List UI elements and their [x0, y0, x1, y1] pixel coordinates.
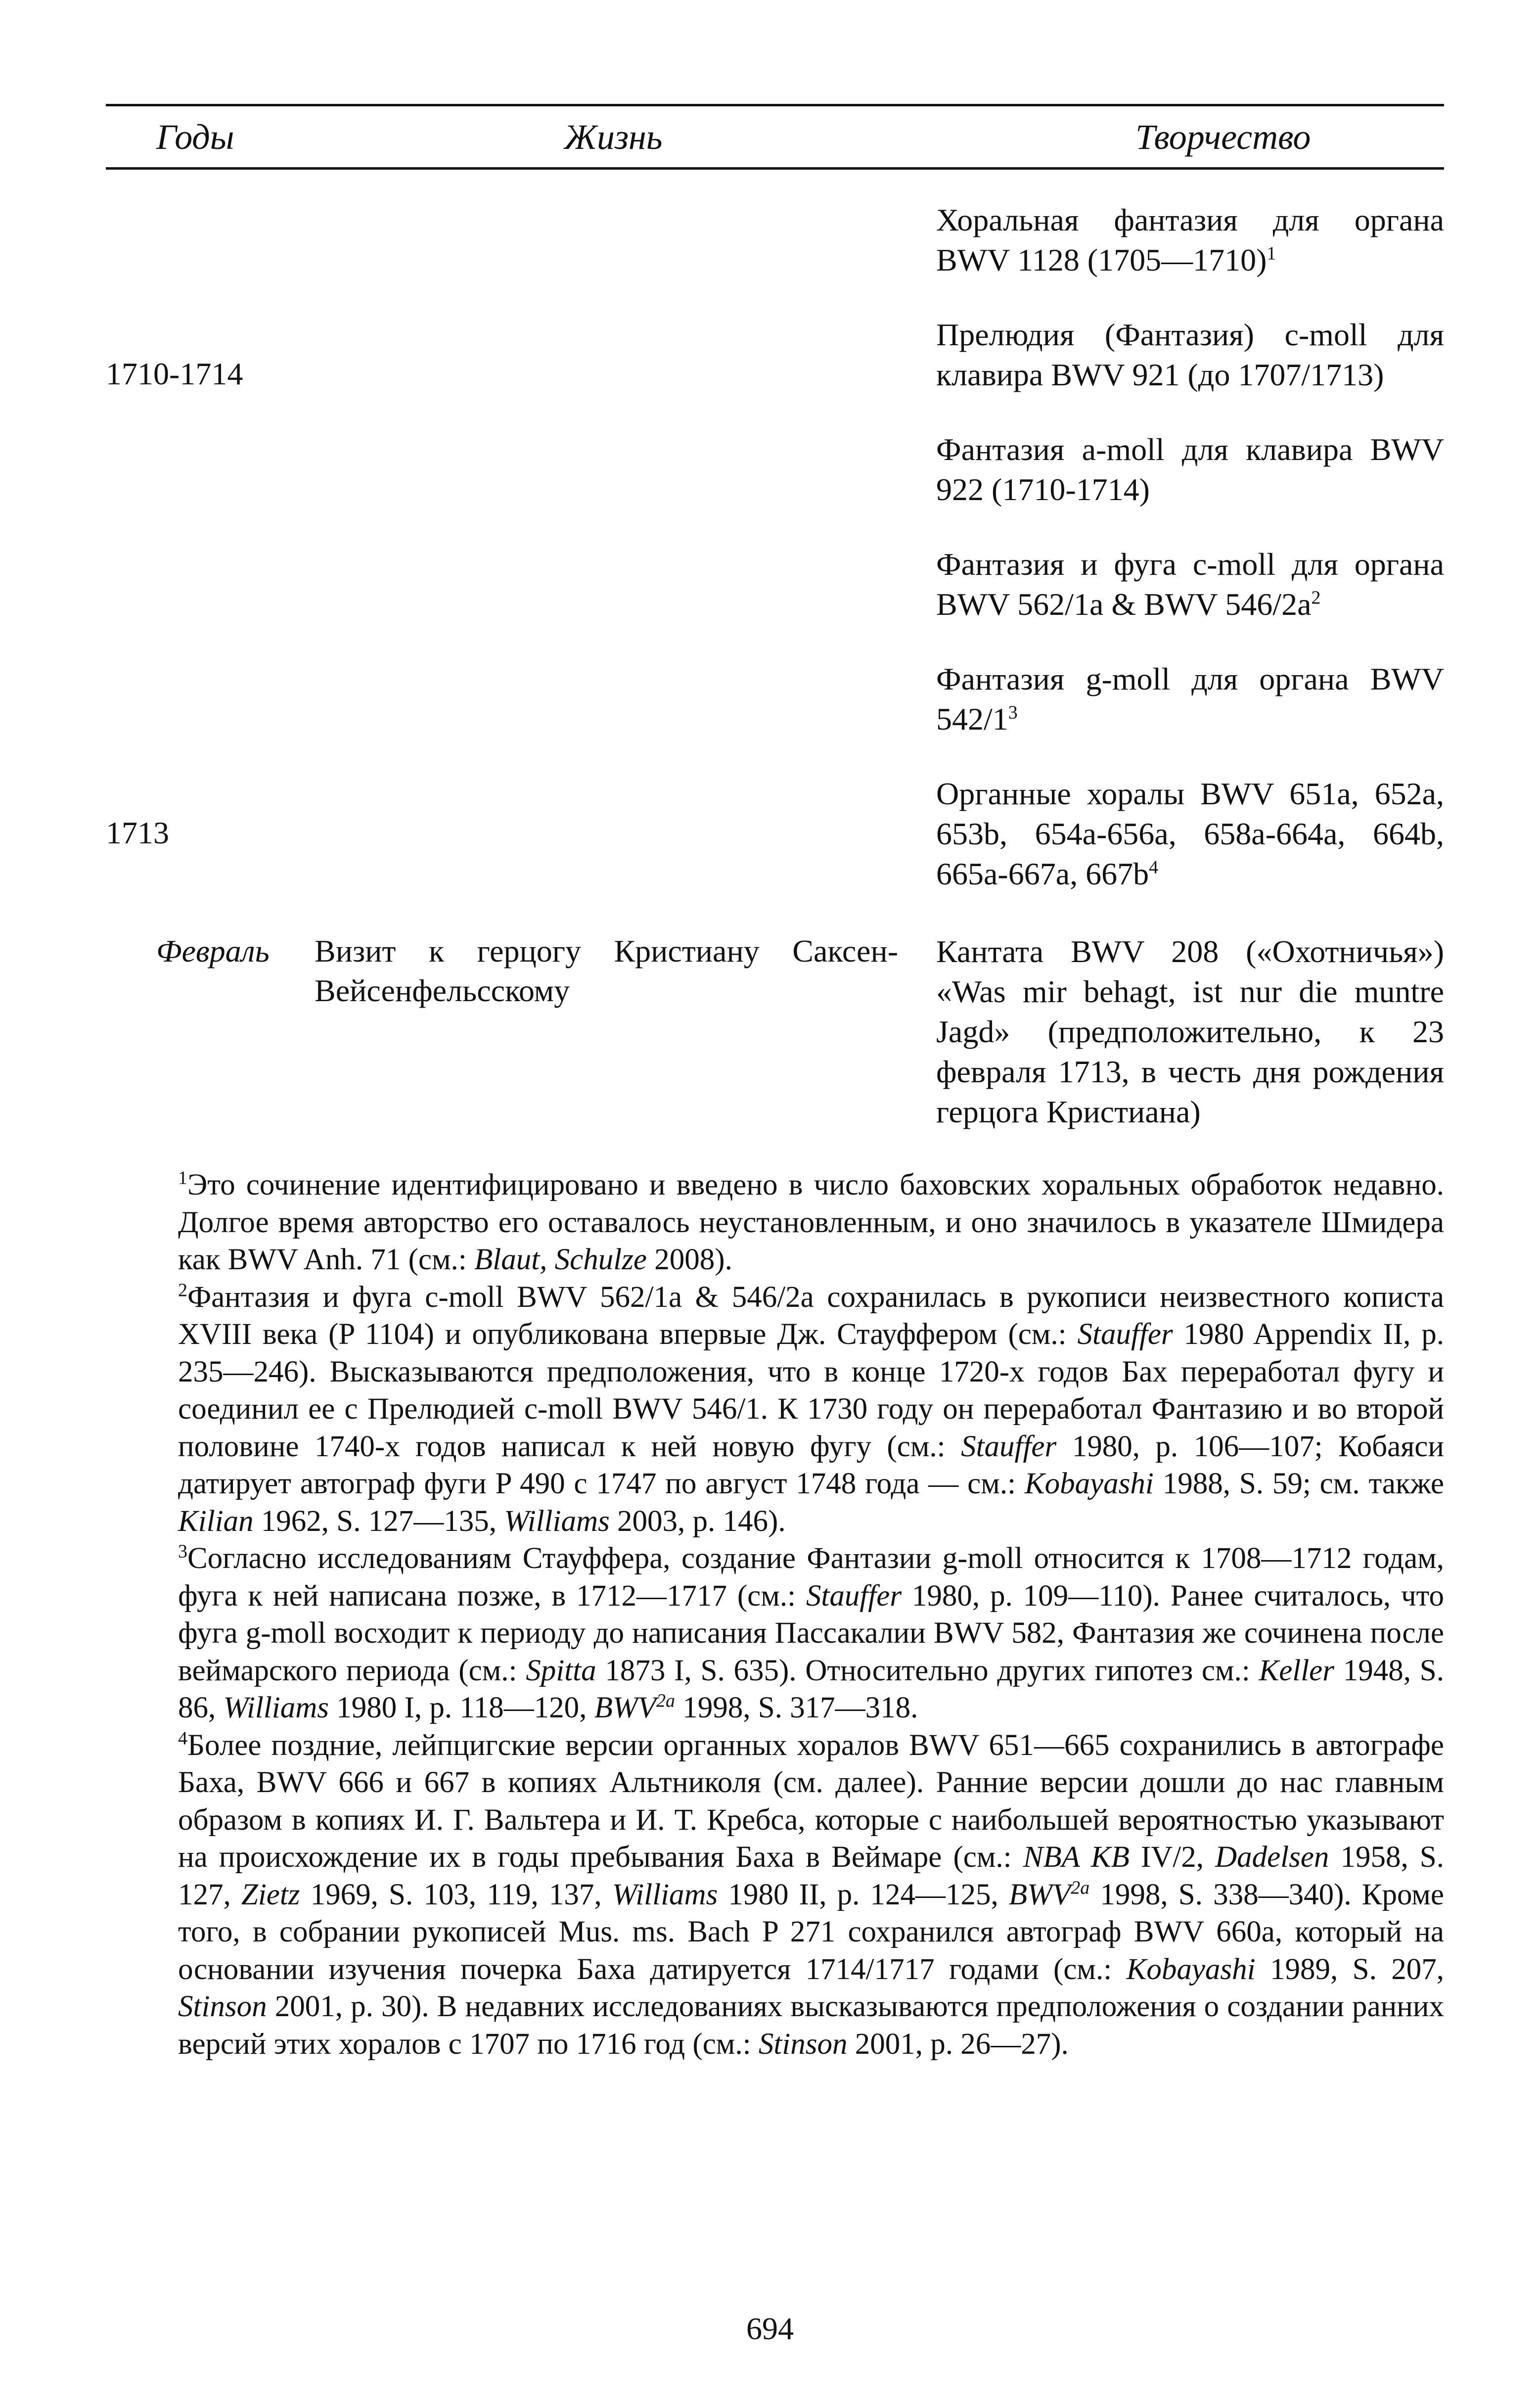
- footnotes: [178, 1166, 1444, 2063]
- work-entry: Фантазия a-moll для клавира BWV 922 (1710-1714): [936, 432, 1444, 507]
- table-top-rule: [106, 104, 1444, 106]
- header-life: Жизнь: [564, 117, 663, 157]
- header-years: Годы: [156, 117, 234, 157]
- work-entry: Органные хоралы BWV 651a, 652a, 653b, 654a-656a, 658a-664a, 664b, 665a-667a, $667b^4$: [936, 776, 1444, 891]
- page-number: 694: [746, 2311, 794, 2346]
- footnote-4: $^4$Более поздние, лейпцигские версии органных хоралов BWV 651—665 сохранились в автографе Баха, BWV 666 и 667 в копиях Альтниколя (см. далее). Ранние версии дошли до нас главным образом в копиях И. Г. Вальтера и И. Т. Кребса, которые с наибольшей вероятностью указывают на происхождение их в годы пребывания Баха в Веймаре (см.: NBA KB IV/2, Dadelsen 1958, S. 127, Zietz 1969, S. 103, 119, 137, Williams 1980 II, p. 124—125, $BWV^{2a}$ 1998, S. 338—340). Кроме того, в собрании рукописей Mus. ms. Bach P 271 сохранился автограф BWV 660a, который на основании изучения почерка Баха датируется 1714/1717 годами (см.: Kobayashi 1989, S. 207, Stinson 2001, p. 30). В недавних исследованиях высказываются предположения о создании ранних версий этих хоралов с 1707 по 1716 год (см.: Stinson 2001, p. 26—27).: [178, 1728, 1444, 2061]
- year-1710-1714: 1710-1714: [106, 356, 243, 391]
- year-1713: 1713: [106, 815, 169, 850]
- table-header-rule: [106, 167, 1444, 170]
- footnote-3: $^3$Согласно исследованиям Стауффера, создание Фантазии g-moll относится к 1708—1712 годам, фуга к ней написана позже, в 1712—1717 (см.: Stauffer 1980, p. 109—110). Ранее считалось, что фуга g-moll восходит к периоду до написания Пассакалии BWV 582, Фантазия же сочинена после веймарского периода (см.: Spitta 1873 I, S. 635). Относительно других гипотез см.: Keller 1948, S. 86, Williams 1980 I, p. 118—120, $BWV^{2a}$ 1998, S. 317—318.: [178, 1541, 1445, 1724]
- work-entry: Кантата BWV 208 («Охотничья») «Was mir behagt, ist nur die muntre Jagd» (предположительно, к 23 февраля 1713, в честь дня рождения герцога Кристиана): [936, 934, 1444, 1129]
- footnote-2: $^2$Фантазия и фуга c-moll BWV 562/1a & 546/2a сохранилась в рукописи неизвестного кописта XVIII века (P 1104) и опубликована впервые Дж. Стауффером (см.: Stauffer 1980 Appendix II, p. 235—246). Высказываются предположения, что в конце 1720-х годов Бах переработал фугу и соединил ее с Прелюдией c-moll BWV 546/1. К 1730 году он переработал Фантазию и во второй половине 1740-х годов написал к ней новую фугу (см.: Stauffer 1980, p. 106—107; Кобаяси датирует автограф фуги P 490 с 1747 по август 1748 года — см.: Kobayashi 1988, S. 59; см. также Kilian 1962, S. 127—135, Williams 2003, p. 146).: [178, 1280, 1445, 1538]
- footnote-1: $^1$Это сочинение идентифицировано и введено в число баховских хоральных обработок недавно. Долгое время авторство его оставалось неустановленным, и оно значилось в указателе Шмидера как BWV Anh. 71 (см.: Blaut, Schulze 2008).: [178, 1167, 1444, 1276]
- work-entry: Прелюдия (Фантазия) c-moll для клавира BWV 921 (до 1707/1713): [936, 317, 1444, 392]
- month-february: Февраль: [156, 933, 270, 969]
- work-entry: Фантазия g-moll для органа BWV $542/1^3$: [936, 661, 1444, 737]
- life-entry-february: Визит к герцогу Кристиану Саксен-Вейсенфельсскому: [315, 933, 898, 1008]
- work-entry: Хоральная фантазия для органа BWV 1128 (1705—1710)$^1$: [936, 202, 1444, 277]
- work-entry: Фантазия и фуга c-moll для органа BWV 562/1a & BWV $546/2a^2$: [936, 547, 1444, 622]
- header-works: Творчество: [1135, 117, 1311, 157]
